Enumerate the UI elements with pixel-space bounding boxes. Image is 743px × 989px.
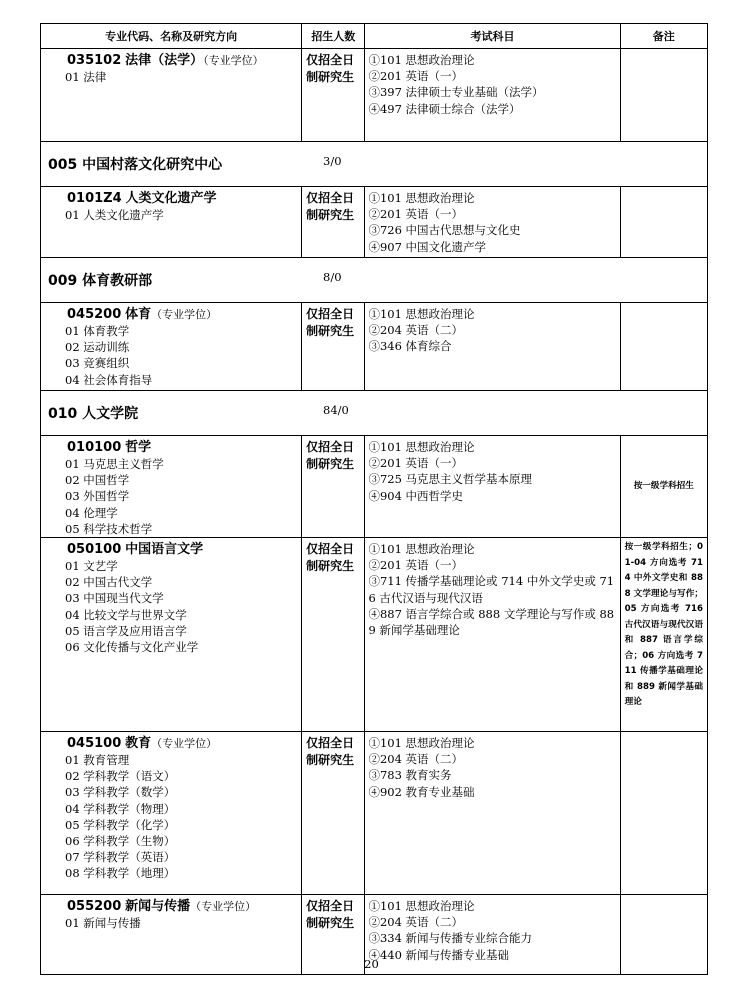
department-quota: 8/0 [323,270,342,284]
note-cell [620,732,707,895]
exam-subject: ③711 传播学基础理论或 714 中外文学史或 716 古代汉语与现代汉语 [368,574,615,605]
enrollment-cell [302,49,365,142]
exam-cell [365,49,620,142]
direction-item: 04 学科教学（物理） [65,801,176,816]
exam-subject: ④497 法律硕士综合（法学） [368,101,521,116]
department-cell [41,142,708,187]
catalog-sheet [40,23,708,975]
major-heading [41,303,301,323]
major-name: 人类文化遗产学 [125,191,217,206]
major-cell [41,538,302,732]
major-code: 045200 [67,307,122,322]
department-name: 005 中国村落文化研究中心 [48,157,223,173]
direction-list [41,207,301,223]
department-name: 010 人文学院 [48,406,139,422]
direction-list [41,456,301,537]
direction-item: 02 中国哲学 [65,473,130,488]
major-name: 哲学 [125,440,152,455]
enrollment-text: 制研究生 [306,207,355,222]
header-exams: 考试科目 [365,24,620,49]
direction-item: 02 中国古代文学 [65,575,153,590]
enrollment-text: 制研究生 [306,752,355,767]
direction-item: 03 中国现当代文学 [65,591,164,606]
major-code: 055200 [67,899,122,915]
enrollment-cell [302,732,365,895]
direction-item: 03 外国哲学 [65,489,130,504]
note-cell: 按一级学科招生 [620,436,707,538]
enrollment-text: 制研究生 [306,915,355,930]
exam-cell [365,732,620,895]
exam-subject: ③726 中国古代思想与文化史 [368,223,521,238]
exam-subject: ②204 英语（二） [368,752,464,767]
major-name: 教育 [125,736,152,752]
direction-item: 01 体育教学 [65,324,130,338]
enrollment-text: 仅招全日 [306,736,355,751]
direction-item: 01 文艺学 [65,559,118,574]
department-name: 009 体育教研部 [48,273,153,289]
exam-subject: ③334 新闻与传播专业综合能力 [368,931,533,946]
direction-item: 04 比较文学与世界文学 [65,607,187,622]
direction-item: 05 学科教学（化学） [65,817,176,832]
major-cell [41,732,302,895]
enrollment-text: 制研究生 [306,323,355,338]
major-heading [41,538,301,558]
direction-list [41,558,301,655]
exam-subject: ①101 思想政治理论 [368,191,475,205]
major-degree-tag: （专业学位） [151,308,218,321]
exam-subject: ②201 英语（一） [368,207,464,222]
major-code: 045100 [67,736,122,752]
enrollment-cell [302,303,365,391]
major-heading [41,49,301,69]
exam-subject: ②204 英语（二） [368,323,464,338]
department-cell [41,391,708,436]
direction-item: 01 法律 [65,70,107,84]
major-cell [41,436,302,538]
enrollment-text: 仅招全日 [306,307,355,321]
exam-subject: ③725 马克思主义哲学基本原理 [368,472,533,487]
header-major: 专业代码、名称及研究方向 [41,24,302,49]
direction-item: 06 学科教学（生物） [65,834,176,849]
major-cell [41,303,302,391]
direction-item: 04 社会体育指导 [65,372,153,387]
exam-subject: ③783 教育实务 [368,768,452,783]
exam-subject: ②201 英语（一） [368,456,464,471]
direction-list [41,69,301,85]
enrollment-table [40,23,708,975]
exam-cell [365,187,620,258]
header-enroll: 招生人数 [302,24,365,49]
major-degree-tag: （专业学位） [203,54,264,67]
major-heading [41,436,301,456]
table-header-row [41,24,708,49]
direction-item: 01 教育管理 [65,753,130,768]
exam-subject: ③346 体育综合 [368,339,452,354]
direction-list [41,323,301,388]
exam-subject: ①101 思想政治理论 [368,440,475,454]
direction-item: 01 新闻与传播 [65,916,141,931]
exam-cell [365,436,620,538]
major-heading [41,732,301,752]
direction-item: 06 文化传播与文化产业学 [65,640,199,655]
major-code: 010100 [67,440,122,455]
department-quota: 84/0 [323,403,349,417]
exam-subject: ④887 语言学综合或 888 文学理论与写作或 889 新闻学基础理论 [368,606,615,638]
major-row [41,49,708,142]
department-row [41,142,708,187]
major-heading [41,895,301,915]
direction-item: 05 科学技术哲学 [65,521,153,536]
department-row [41,258,708,303]
exam-cell [365,303,620,391]
direction-item: 03 学科教学（数学） [65,785,176,800]
major-row [41,187,708,258]
exam-subject: ④904 中西哲学史 [368,488,464,503]
major-name: 体育 [125,307,152,322]
major-degree-tag: （专业学位） [151,737,218,751]
exam-subject: ①101 思想政治理论 [368,736,475,751]
major-code: 0101Z4 [67,191,122,206]
exam-subject: ①101 思想政治理论 [368,53,475,67]
exam-subject: ②204 英语（二） [368,915,464,930]
direction-item: 05 语言学及应用语言学 [65,623,187,638]
enrollment-text: 制研究生 [306,456,355,471]
major-cell [41,187,302,258]
exam-subject: ②201 英语（一） [368,69,464,84]
exam-subject: ④440 新闻与传播专业基础 [368,947,510,962]
direction-item: 07 学科教学（英语） [65,850,176,865]
major-name: 法律（法学） [125,53,204,68]
exam-subject: ②201 英语（一） [368,558,464,573]
note-cell [620,303,707,391]
direction-item: 02 学科教学（语文） [65,769,176,784]
exam-subject: ③397 法律硕士专业基础（法学） [368,85,544,100]
exam-subject: ①101 思想政治理论 [368,899,475,914]
exam-subject: ④907 中国文化遗产学 [368,239,487,254]
enrollment-cell [302,187,365,258]
note-cell [620,49,707,142]
major-heading [41,187,301,207]
enrollment-text: 制研究生 [306,558,355,573]
major-name: 新闻与传播 [125,899,191,915]
exam-subject: ①101 思想政治理论 [368,542,475,557]
header-notes: 备注 [620,24,707,49]
direction-item: 01 马克思主义哲学 [65,457,164,471]
major-row [41,303,708,391]
enrollment-text: 仅招全日 [306,191,355,205]
exam-subject: ①101 思想政治理论 [368,307,475,321]
direction-list [41,915,301,931]
major-code: 050100 [67,542,122,558]
exam-cell [365,538,620,732]
direction-list [41,752,301,882]
major-degree-tag: （专业学位） [190,900,257,914]
enrollment-cell [302,436,365,538]
enrollment-text: 仅招全日 [306,53,355,67]
major-code: 035102 [67,53,122,68]
table-body [41,49,708,975]
direction-item: 01 人类文化遗产学 [65,208,164,222]
direction-item: 03 竞赛组织 [65,356,130,371]
enrollment-cell [302,538,365,732]
exam-subject: ④902 教育专业基础 [368,784,475,799]
direction-item: 08 学科教学（地理） [65,866,176,881]
page-number: 20 [364,957,379,971]
major-row [41,732,708,895]
direction-item: 02 运动训练 [65,340,130,355]
direction-item: 04 伦理学 [65,505,118,520]
major-row [41,436,708,538]
note-cell [620,187,707,258]
enrollment-text: 仅招全日 [306,440,355,454]
enrollment-text: 仅招全日 [306,542,355,557]
major-cell [41,49,302,142]
department-row [41,391,708,436]
enrollment-text: 仅招全日 [306,899,355,914]
department-cell [41,258,708,303]
enrollment-text: 制研究生 [306,69,355,84]
note-cell: 按一级学科招生；01-04 方向选考 714 中外文学史和 888 文学理论与写作；05 方向选考 716 古代汉语与现代汉语和 887 语言学综合；06 方向选考 711 传播学基础理论和 889 新闻学基础理论 [620,538,707,732]
major-row [41,538,708,732]
department-quota: 3/0 [323,154,342,168]
major-name: 中国语言文学 [125,542,204,558]
